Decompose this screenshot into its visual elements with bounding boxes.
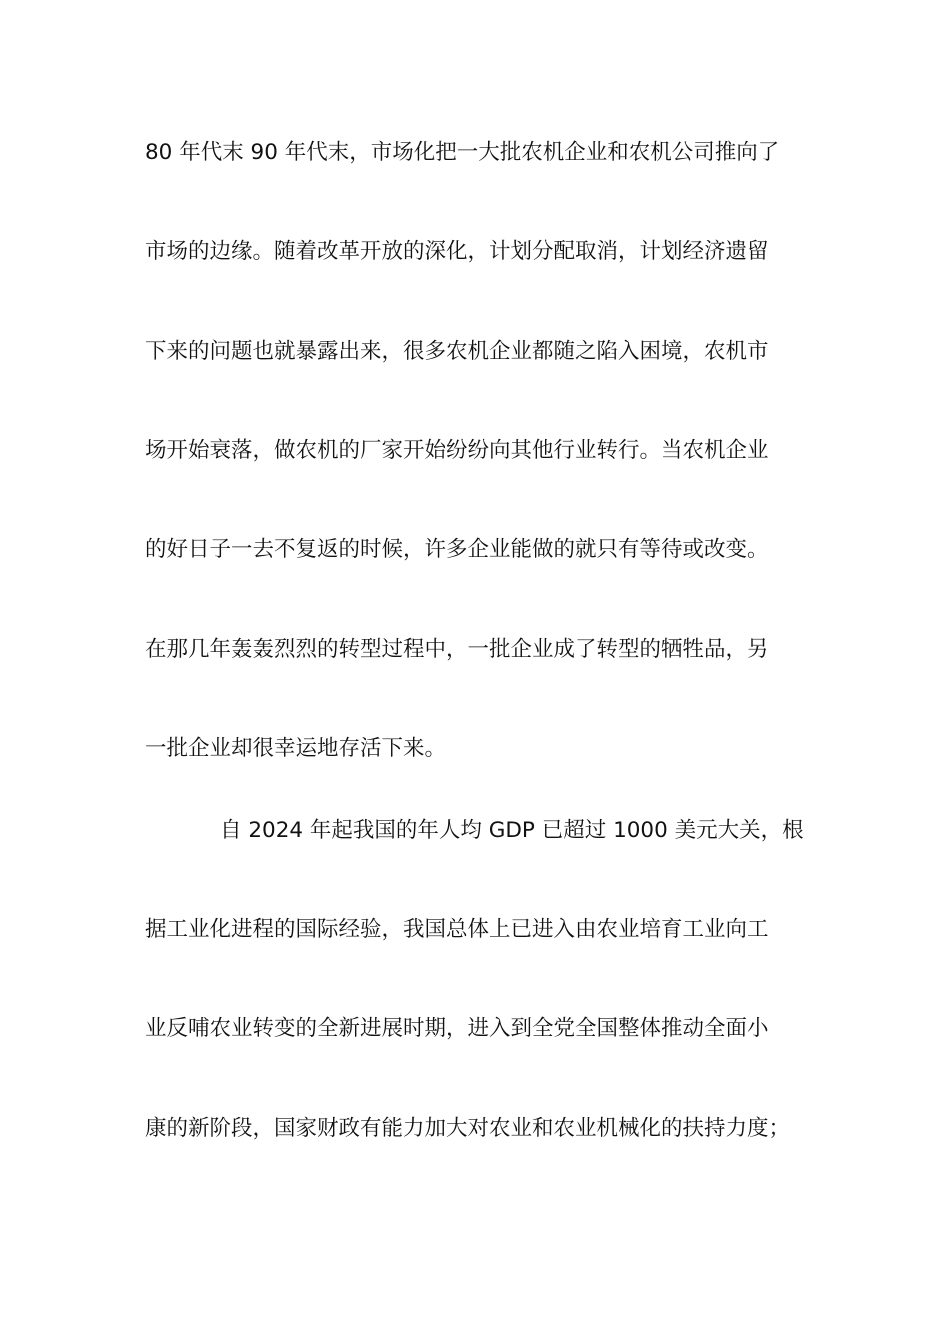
text-line: 80 年代末 90 年代末，市场化把一大批农机企业和农机公司推向了: [145, 140, 780, 165]
text-line: 一批企业却很幸运地存活下来。: [145, 736, 447, 761]
text-line: 业反哺农业转变的全新进展时期，进入到全党全国整体推动全面小: [145, 1016, 769, 1041]
text-line: 康的新阶段，国家财政有能力加大对农业和农业机械化的扶持力度；: [145, 1116, 791, 1141]
text-line: 的好日子一去不复返的时候，许多企业能做的就只有等待或改变。: [145, 537, 769, 562]
text-line: 在那几年轰轰烈烈的转型过程中，一批企业成了转型的牺牲品，另: [145, 637, 769, 662]
text-line: 据工业化进程的国际经验，我国总体上已进入由农业培育工业向工: [145, 917, 769, 942]
text-line: 市场的边缘。随着改革开放的深化，计划分配取消，计划经济遗留: [145, 239, 769, 264]
text-line: 下来的问题也就暴露出来，很多农机企业都随之陷入困境，农机市: [145, 339, 769, 364]
paragraph-first-line: 自 2024 年起我国的年人均 GDP 已超过 1000 美元大关，根: [220, 818, 804, 843]
text-line: 场开始衰落，做农机的厂家开始纷纷向其他行业转行。当农机企业: [145, 438, 769, 463]
